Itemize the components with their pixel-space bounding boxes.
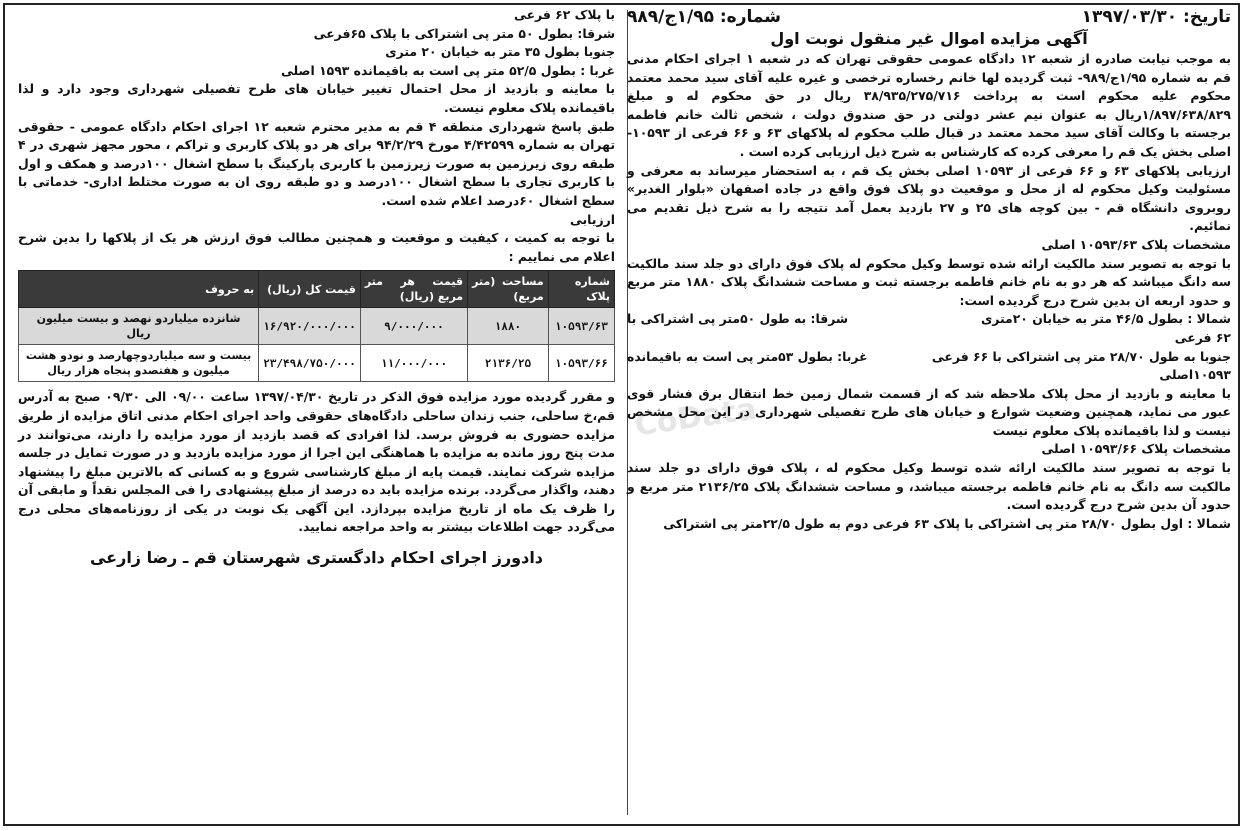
table-row xyxy=(19,345,615,382)
cell-area: ۲۱۳۶/۲۵ xyxy=(468,345,549,382)
th-unit-price: قیمت هر متر مربع (ریال) xyxy=(360,271,467,308)
plate-63-body: با توجه به تصویر سند مالکیت ارائه شده توسط وکیل محکوم له پلاک فوق دارای دو جلد سند مالکیت سه دانگ میباشد که هر دو به نام خانم فاطمه برجسته ثبت و مساحت ششدانگ پلاک ۱۸۸۰ متر مربع و حدود اربعه ان بدین شرح درج گردیده است: xyxy=(627,255,1231,308)
plate-63-south-west xyxy=(627,348,1231,367)
th-total: قیمت کل (ریال) xyxy=(259,271,361,308)
signature: دادورز اجرای احکام دادگستری شهرستان قم ـ رضا زارعی xyxy=(89,548,544,568)
cell-plate: ۱۰۵۹۳/۶۳ xyxy=(548,308,614,345)
left-line-2: شرقا: بطول ۵۰ متر پی اشتراکی با پلاک ۶۵فرعی xyxy=(313,25,615,41)
left-column xyxy=(18,6,615,569)
right-column xyxy=(627,6,1231,533)
notice-date: تاریخ: ۱۳۹۷/۰۳/۳۰ xyxy=(1081,7,1231,27)
watermark-logo: CoData xyxy=(632,391,759,444)
plate-66-north: شمالا : اول بطول ۲۸/۷۰ متر پی اشتراکی با پلاک ۶۳ فرعی دوم به طول ۲۲/۵متر پی اشتراکی xyxy=(663,515,1231,531)
intro-paragraph: به موجب نیابت صادره از شعبه ۱۲ دادگاه عمومی حقوقی تهران که در شعبه ۱ اجرای احکام مدنی قم به شماره ۱/۹۵ج/۹۸۹- ثبت گردیده لها خانم رخساره ترخصی و غیره علیه آقای سید محمد معتمد محکوم علیه محکوم است به پرداخت ۳۸/۹۳۵/۲۷۵/۷۱۶ ریال در حق محکوم له و مبلغ ۱/۸۹۷/۶۳۸/۸۲۹ریال به عنوان نیم عشر دولتی در حق صندوق دولت ، شخص ثالث خانم فاطمه برجسته با وکالت آقای سید محمد معتمد در قبال طلب محکوم له پلاکهای ۶۳ و ۶۶ فرعی از ۱۰۵۹۳- اصلی بخش یک قم را معرفی کرده که کارشناس به شرح ذیل ارزیابی کرده است . xyxy=(627,51,1232,159)
cell-area: ۱۸۸۰ xyxy=(468,308,549,345)
appraisal-heading: ارزیابی xyxy=(569,211,615,227)
left-line-5: با معاینه و بازدید از محل احتمال تغییر خیابان های طرح تفصیلی شهرداری وجود دارد و لذا باقیمانده پلاک معلوم نیست. xyxy=(18,81,615,115)
left-line-1: با پلاک ۶۲ فرعی xyxy=(514,7,615,22)
plate-63-visit: با معاینه و بازدید از محل پلاک ملاحظه شد که از قسمت شمال زمین خط انتقال برق فشار قوی عبور می نماید، همچنین وضعیت شوارع و خیابان های طرح تفصیلی شهرداری در این محل مشخص نیست و لذا باقیمانده پلاک معلوم نیست xyxy=(627,385,1231,438)
plate-66-body: با توجه به تصویر سند مالکیت ارائه شده توسط وکیل محکوم له ، پلاک فوق دارای دو جلد سند مالکیت سه دانگ به نام خانم فاطمه برجسته میباشد، و مساحت ششدانگ پلاک ۲۱۳۶/۲۵ متر مربع و حدود آن بدین شرح درج گردیده است. xyxy=(627,460,1231,513)
table-header-row xyxy=(19,271,615,308)
plate-63-title: مشخصات پلاک ۱۰۵۹۳/۶۳ اصلی xyxy=(1041,236,1231,252)
valuation-table xyxy=(18,270,615,382)
header-row xyxy=(627,6,1231,28)
plate-63-south: جنوبا به طول ۲۸/۷۰ متر پی اشتراکی با ۶۶ فرعی xyxy=(931,348,1231,364)
table-row xyxy=(19,308,615,345)
cell-words: بیست و سه میلیاردوچهارصد و نودو هشت میلیون و هفتصدو پنجاه هزار ریال xyxy=(19,345,259,382)
left-line-4: غربا : بطول ۵۲/۵ متر پی است به باقیمانده ۱۵۹۳ اصلی xyxy=(280,62,615,78)
plate-66-title: مشخصات پلاک ۱۰۵۹۳/۶۶ اصلی xyxy=(1041,441,1231,457)
th-area: مساحت (متر مربع) xyxy=(468,271,549,308)
plate-63-north-east xyxy=(627,310,1231,329)
th-plate: شماره پلاک xyxy=(548,271,614,308)
cell-unit-price: ۱۱/۰۰۰/۰۰۰ xyxy=(360,345,467,382)
cell-plate: ۱۰۵۹۳/۶۶ xyxy=(548,345,614,382)
notice-title: آگهی مزایده اموال غیر منقول نوبت اول xyxy=(770,29,1088,48)
auction-paragraph: و مقرر گردیده مورد مزایده فوق الذکر در تاریخ ۱۳۹۷/۰۴/۳۰ ساعت ۰۹/۰۰ الی ۰۹/۳۰ صبح به آدرس قم،خ ساحلی، جنب زندان ساحلی دادگاه‌های حقوقی واحد اجرای احکام مدنی اتاق مزایده از طریق مزایده حضوری به فروش برسد. لذا افرادی که قصد بازدید از مورد مزایده را دارند، می‌توانند در مدت پنج روز مانده به مزایده با هماهنگی این اجرا از مورد مزایده بازدید و در صورت تمایل در جلسه مزایده شرکت نمایند. قیمت پایه از مبلغ کارشناسی شروع و به کسانی که بالاترین مبلغ را پیشنهاد دهند، واگذار می‌گردد. برنده مزایده باید ده درصد از مبلغ پیشنهادی را فی المجلس نقداً و مابقی آن را ظرف یک ماه از تاریخ مزایده بپردازد. این آگهی یک نوبت در یکی از روزنامه‌های محلی درج می‌گردد جهت اطلاعات بیشتر به واحد مراجعه نمایید. xyxy=(18,389,615,535)
plate-63-east-cont: ۶۲ فرعی xyxy=(1174,329,1231,345)
appraisal-paragraph: ارزیابی پلاکهای ۶۳ و ۶۶ فرعی از ۱۰۵۹۳ اصلی بخش یک قم ، به استحضار میرساند به معرفی و مسئولیت وکیل محکوم له از محل و موقعیت دو پلاک فوق واقع در جاده اصفهان «بلوار الغدیر» روبروی دانشگاه قم - بین کوچه های ۲۵ و ۲۷ بازدید بعمل آمد نتیجه را به شرح ذیل تقدیم می نمائیم. xyxy=(627,162,1231,234)
cell-total: ۲۳/۴۹۸/۷۵۰/۰۰۰ xyxy=(259,345,361,382)
plate-63-east: شرقا: به طول ۵۰متر پی اشتراکی با xyxy=(627,311,849,327)
cell-words: شانزده میلیاردو نهصد و بیست میلیون ریال xyxy=(19,308,259,345)
notice-number: شماره: ۱/۹۵ج/۹۸۹ xyxy=(627,7,781,27)
appraisal-intro: با توجه به کمیت ، کیفیت و موقعیت و همچنین مطالب فوق ارزش هر یک از پلاکها را بدین شرح اعلام می نماییم : xyxy=(18,230,615,264)
plate-63-north: شمالا : بطول ۴۶/۵ متر به خیابان ۲۰متری xyxy=(980,311,1231,327)
cell-unit-price: ۹/۰۰۰/۰۰۰ xyxy=(360,308,467,345)
th-words: به حروف xyxy=(19,271,259,308)
municipality-paragraph: طبق پاسخ شهرداری منطقه ۴ قم به مدیر محترم شعبه ۱۲ اجرای احکام دادگاه عمومی - حقوقی تهران به شماره ۴/۴۲۵۹۹ مورخ ۹۴/۲/۲۹ برای هر دو پلاک کاربری و تراکم ، محور مجهز شهری در ۴ طبقه روی زیرزمین به صورت زیرزمین با کاربری پارکینگ با سطح اشغال ۱۰۰درصد و همکف و اول با کاربری تجاری با سطح اشغال ۱۰۰درصد و دو طبقه روی ان به صورت مختلط اداری- خدماتی با سطح اشغال ۶۰درصد اعلام شده است. xyxy=(18,118,615,208)
left-line-3: جنوبا بطول ۳۵ متر به خیابان ۲۰ متری xyxy=(385,44,615,60)
plate-63-west-cont: ۱۰۵۹۳اصلی xyxy=(1159,367,1231,383)
plate-63-west: غربا: بطول ۵۳متر پی است به باقیمانده xyxy=(627,348,868,364)
cell-total: ۱۶/۹۲۰/۰۰۰/۰۰۰ xyxy=(259,308,361,345)
